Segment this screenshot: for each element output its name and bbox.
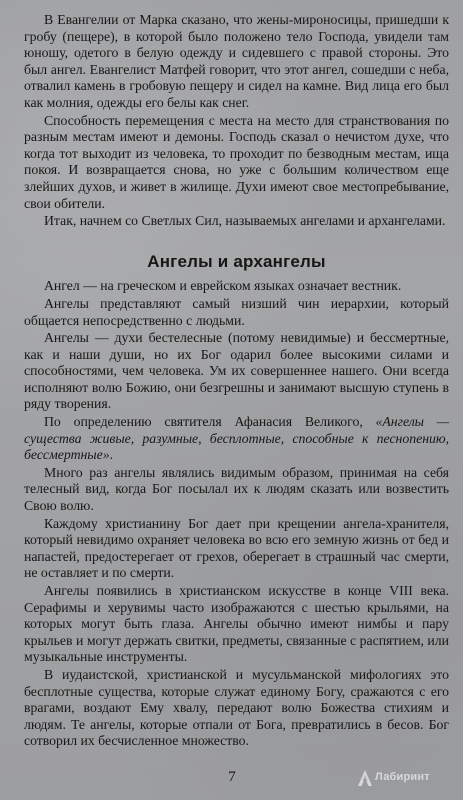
paragraph-bottom-1: Ангел — на греческом и еврейском языках означает вестник. bbox=[44, 278, 402, 294]
page-number: 7 bbox=[228, 769, 236, 785]
paragraph-bottom-6: Каждому христианину Бог дает при крещении ангела-хранителя, который невидимо охраняет человека во всю его земную жизнь от бед и напастей, предостерегает от грехов, оберегает в страшный час смерти, не оставляет и по смерти. bbox=[24, 515, 449, 581]
paragraph-bottom-5: Много раз ангелы являлись видимым образом, принимая на себя телесный вид, когда Бог посылал их к людям сказать или возвестить Свою волю. bbox=[24, 464, 449, 514]
definition-suffix: . bbox=[109, 447, 114, 463]
labyrinth-logo-icon bbox=[357, 769, 373, 787]
page-content bbox=[24, 12, 449, 751]
paragraph-bottom-8: В иудаистской, христианской и мусульманской мифологиях это бесплотные существа, которые служат единому Богу, сражаются с его врагами, воздают Ему хвалу, передают волю Божества стихиям и людям. Те ангелы, которые отпали от Бога, превратились в бесов. Бог сотворил их бесчисленное множество. bbox=[24, 666, 449, 749]
paragraph-top-2: Способность перемещения с места на место для странствования по разным местам имеют и демоны. Господь сказал о нечистом духе, что когда тот выходит из человека, то проходит по безводным местам, ища покоя. И возвращается снова, но уже с большим количеством еще злейших духов, и живет в жилище. Духи имеют свое местопребывание, свои обители. bbox=[24, 112, 449, 211]
paragraph-bottom-7: Ангелы появились в христианском искусстве в конце VIII века. Серафимы и херувимы часто изображаются с шестью крыльями, на которых могут быть глаза. Ангелы обычно имеют нимбы и пару крыльев и могут держать свитки, предметы, связанные с распятием, или музыкальные инструменты. bbox=[24, 583, 449, 665]
paragraph-bottom-3: Ангелы — духи бестелесные (потому невидимые) и бессмертные, как и наши души, но их Бог одарил более высокими силами и способностями, чем человека. Ум их совершеннее нашего. Они всегда исполняют волю Божию, они безгрешны и занимают высшую ступень в ряду творения. bbox=[24, 330, 449, 412]
watermark-text: Лабиринт bbox=[375, 771, 430, 783]
paragraph-top-3: Итак, начнем со Светлых Сил, называемых ангелами и архангелами. bbox=[44, 213, 446, 229]
section-heading: Ангелы и архангелы bbox=[147, 251, 326, 271]
watermark bbox=[357, 766, 453, 792]
paragraph-bottom-2: Ангелы представляют самый низший чин иерархии, который общается непосредственно с людьми. bbox=[24, 295, 449, 328]
definition-prefix: По определению святителя Афанасия Великого, bbox=[44, 414, 376, 430]
paragraph-top-1: В Евангелии от Марка сказано, что жены-мироносицы, пришедши к гробу (пещере), в которой было положено тело Господа, увидели там юношу, одетого в белую одежду и сидевшего с правой стороны. Это был ангел. Евангелист Матфей говорит, что этот ангел, сошедши с неба, отвалил камень в гробовую пещеру и сидел на камне. Вид лица его был как молния, одежды его белы как снег. bbox=[24, 12, 449, 110]
paragraph-bottom-4 bbox=[24, 414, 449, 464]
definition-quote: «Ангелы — существа живые, разумные, бесплотные, способные к песнопению, бессмертные» bbox=[24, 414, 450, 463]
